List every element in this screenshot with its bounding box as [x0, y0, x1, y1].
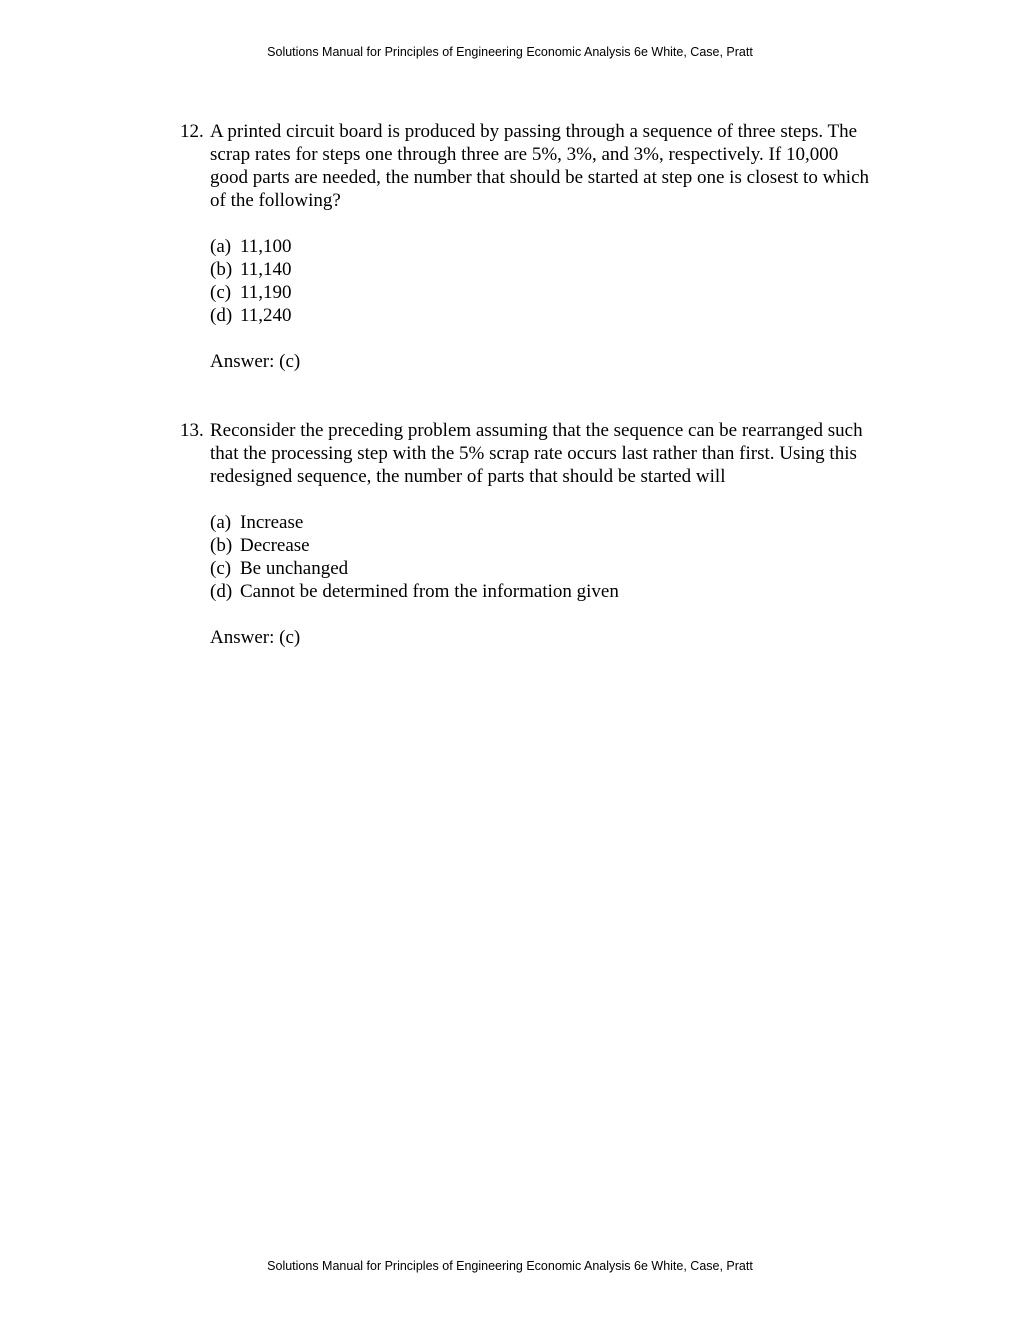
option-b — [210, 258, 880, 281]
option-letter: (a) — [210, 512, 232, 533]
answer-options — [210, 511, 880, 603]
option-d — [210, 304, 880, 327]
option-text: Decrease — [240, 535, 310, 556]
option-letter: (d) — [210, 581, 233, 602]
option-letter: (a) — [210, 236, 232, 257]
option-text: Increase — [240, 512, 304, 533]
page-header: Solutions Manual for Principles of Engineering Economic Analysis 6e White, Case, Pratt — [267, 45, 753, 59]
option-letter: (c) — [210, 558, 232, 579]
question-text: Reconsider the preceding problem assuming that the sequence can be rearranged such that the processing step with the 5% scrap rate occurs last rather than first. Using this redesigned sequence, the number of parts that should be started will — [210, 420, 863, 487]
option-letter: (b) — [210, 535, 233, 556]
option-letter: (d) — [210, 305, 233, 326]
question-12 — [180, 120, 880, 373]
option-c — [210, 281, 880, 304]
option-text: Be unchanged — [240, 558, 349, 579]
page-footer: Solutions Manual for Principles of Engineering Economic Analysis 6e White, Case, Pratt — [267, 1259, 753, 1273]
option-c — [210, 557, 880, 580]
answer-line: Answer: (c) — [210, 351, 301, 372]
option-text: 11,240 — [240, 305, 292, 326]
question-13 — [180, 419, 880, 649]
option-text: 11,190 — [240, 282, 292, 303]
answer-options — [210, 235, 880, 327]
option-letter: (b) — [210, 259, 233, 280]
question-number: 12. — [180, 121, 204, 142]
question-text: A printed circuit board is produced by passing through a sequence of three steps. The scrap rates for steps one through three are 5%, 3%, and 3%, respectively. If 10,000 good parts are needed, the number that should be started at step one is closest to which of the following? — [210, 121, 870, 211]
option-b — [210, 534, 880, 557]
option-text: Cannot be determined from the information given — [240, 581, 619, 602]
option-d — [210, 580, 880, 603]
option-text: 11,100 — [240, 236, 292, 257]
option-letter: (c) — [210, 282, 232, 303]
option-text: 11,140 — [240, 259, 292, 280]
question-number: 13. — [180, 420, 204, 441]
option-a — [210, 511, 880, 534]
answer-line: Answer: (c) — [210, 627, 301, 648]
option-a — [210, 235, 880, 258]
